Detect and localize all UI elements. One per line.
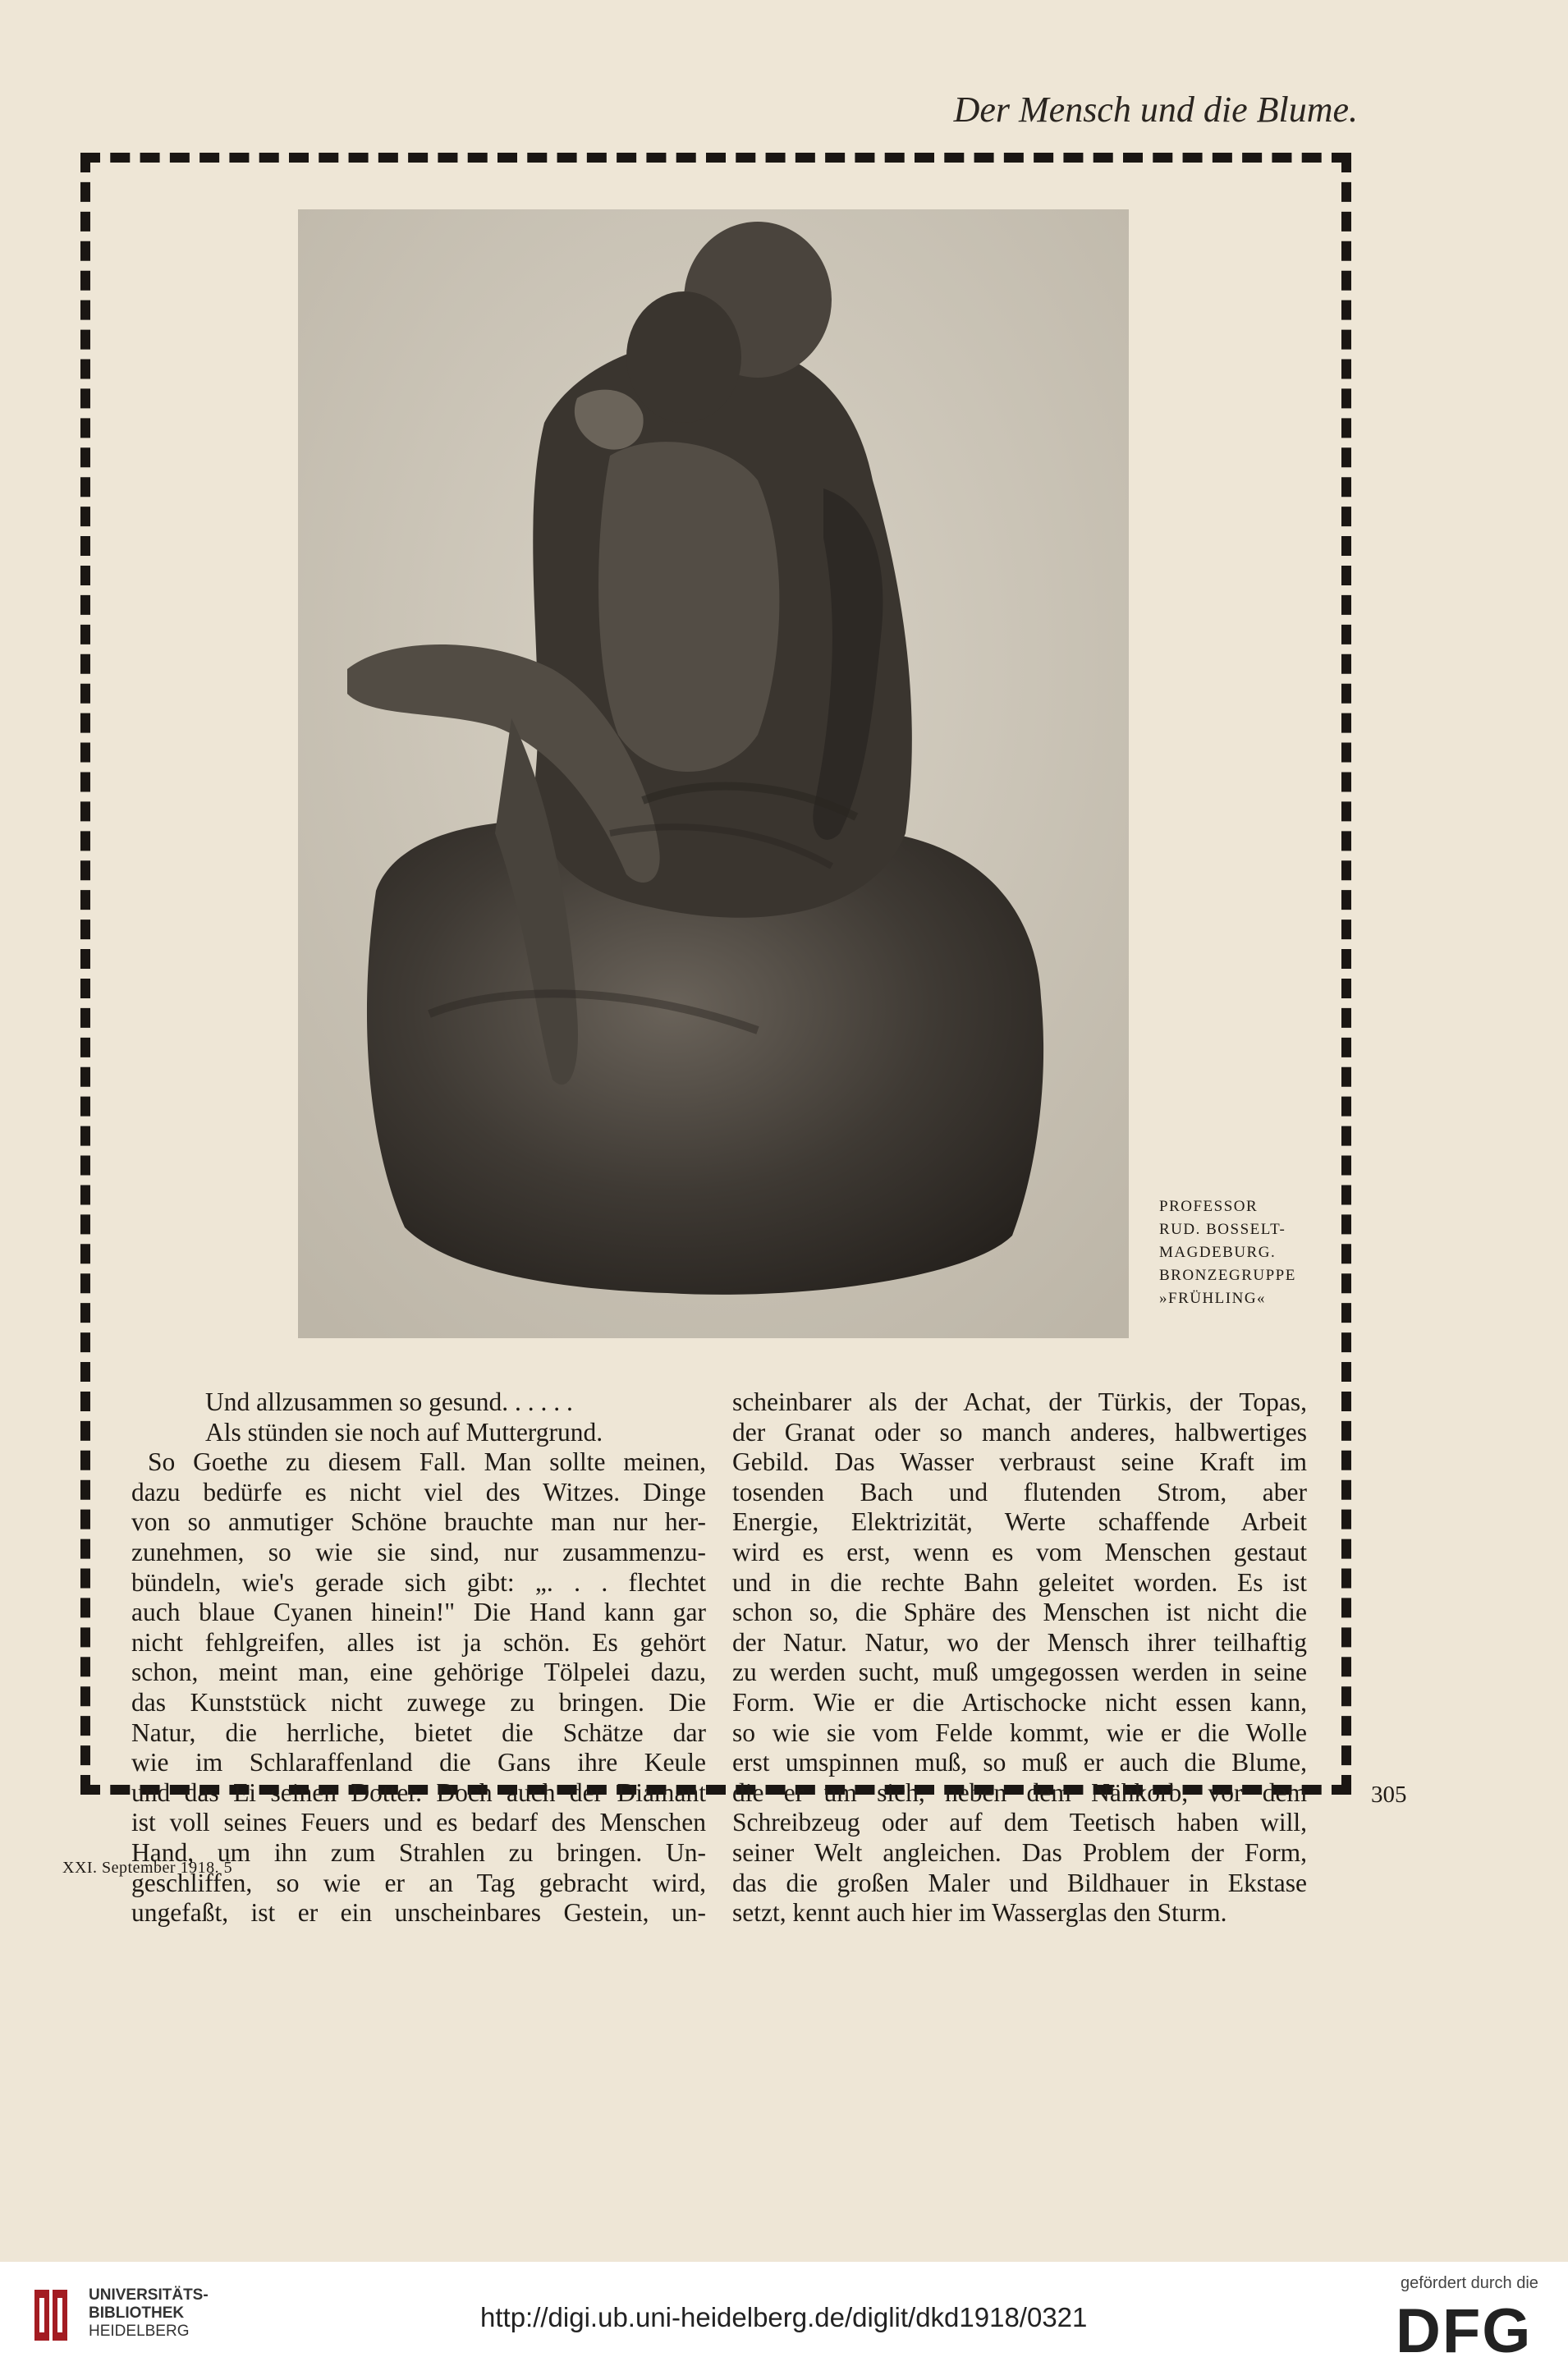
text-line: zunehmen, so wie sie sind, nur zusammenzu- xyxy=(131,1537,706,1566)
text-line: So Goethe zu diesem Fall. Man sollte meinen, xyxy=(148,1447,706,1477)
text-line: und das Ei seinen Dotter. Doch auch der Diamant xyxy=(131,1777,706,1807)
text-line: Gebild. Das Wasser verbraust seine Kraft im xyxy=(732,1447,1307,1477)
text-line: Natur, die herrliche, bietet die Schätze dar xyxy=(131,1717,706,1747)
caption-line: PROFESSOR xyxy=(1159,1198,1259,1215)
funding-note: gefördert durch die xyxy=(1401,2274,1538,2292)
text-line: tosenden Bach und flutenden Strom, aber xyxy=(732,1477,1307,1507)
text-line: so wie sie vom Felde kommt, wie er die Wolle xyxy=(732,1717,1307,1747)
text-line: von so anmutiger Schöne brauchte man nur her- xyxy=(131,1507,706,1537)
running-head: Der Mensch und die Blume. xyxy=(953,89,1358,130)
library-name-line: UNIVERSITÄTS- xyxy=(89,2286,209,2304)
text-line: ungefaßt, ist er ein unscheinbares Gestein, un- xyxy=(131,1898,706,1928)
signature-line: XXI. September 1918. 5 xyxy=(62,1859,233,1877)
text-column-right xyxy=(732,1387,1307,1928)
library-name-line: HEIDELBERG xyxy=(89,2323,190,2340)
text-line: seiner Welt angleichen. Das Problem der Form, xyxy=(732,1837,1307,1867)
text-line: scheinbarer als der Achat, der Türkis, der Topas, xyxy=(732,1387,1307,1416)
text-line: erst umspinnen muß, so muß er auch die Blume, xyxy=(732,1748,1307,1777)
sculpture-photograph xyxy=(298,209,1129,1338)
text-line: wie im Schlaraffenland die Gans ihre Keule xyxy=(131,1748,706,1777)
text-line: die er um sich, neben dem Nähkorb, vor dem xyxy=(732,1777,1307,1807)
text-line: setzt, kennt auch hier im Wasserglas den Sturm. xyxy=(732,1898,1227,1928)
text-line: nicht fehlgreifen, alles ist ja schön. Es gehört xyxy=(131,1627,706,1657)
text-line: und in die rechte Bahn geleitet worden. Es ist xyxy=(732,1567,1307,1597)
text-line: schon, meint man, eine gehörige Tölpelei dazu, xyxy=(131,1658,706,1687)
text-column-left xyxy=(131,1387,706,1928)
text-line: Schreibzeug oder auf dem Teetisch haben will, xyxy=(732,1808,1307,1837)
text-line: schon so, die Sphäre des Menschen ist nicht die xyxy=(732,1598,1307,1627)
verse-line: Und allzusammen so gesund. . . . . . xyxy=(205,1387,573,1416)
caption-line: »FRÜHLING« xyxy=(1159,1290,1267,1307)
university-library-logo-icon xyxy=(33,2286,69,2344)
caption-line: BRONZEGRUPPE xyxy=(1159,1267,1296,1284)
caption-line: RUD. BOSSELT- xyxy=(1159,1221,1286,1238)
text-line: ist voll seines Feuers und es bedarf des Menschen xyxy=(131,1808,706,1837)
caption-line: MAGDEBURG. xyxy=(1159,1244,1277,1261)
page-number: 305 xyxy=(1371,1782,1407,1808)
text-line: das die großen Maler und Bildhauer in Ekstase xyxy=(732,1868,1307,1897)
text-line: geschliffen, so wie er an Tag gebracht wird, xyxy=(131,1868,706,1897)
verse-line: Als stünden sie noch auf Muttergrund. xyxy=(205,1417,603,1447)
bronze-sculpture-image xyxy=(298,209,1129,1338)
text-line: bündeln, wie's gerade sich gibt: „. . . flechtet xyxy=(131,1567,706,1597)
text-line: Form. Wie er die Artischocke nicht essen kann, xyxy=(732,1687,1307,1717)
text-line: der Granat oder so manch anderes, halbwertiges xyxy=(732,1417,1307,1447)
library-name xyxy=(89,2286,209,2341)
text-line: das Kunststück nicht zuwege zu bringen. Die xyxy=(131,1687,706,1717)
text-line: wird es erst, wenn es vom Menschen gestaut xyxy=(732,1537,1307,1566)
figure-caption xyxy=(1159,1195,1332,1310)
library-name-line: BIBLIOTHEK xyxy=(89,2305,185,2322)
text-line: zu werden sucht, muß umgegossen werden in seine xyxy=(732,1658,1307,1687)
text-line: auch blaue Cyanen hinein!" Die Hand kann gar xyxy=(131,1598,706,1627)
text-line: dazu bedürfe es nicht viel des Witzes. Dinge xyxy=(131,1477,706,1507)
permalink-url[interactable]: http://digi.ub.uni-heidelberg.de/diglit/dkd1918/0321 xyxy=(480,2302,1088,2332)
text-line: Energie, Elektrizität, Werte schaffende Arbeit xyxy=(732,1507,1307,1537)
text-line: der Natur. Natur, wo der Mensch ihrer teilhaftig xyxy=(732,1627,1307,1657)
text-line: Hand, um ihn zum Strahlen zu bringen. Un- xyxy=(131,1837,706,1867)
dfg-logo: DFG xyxy=(1396,2296,1533,2366)
